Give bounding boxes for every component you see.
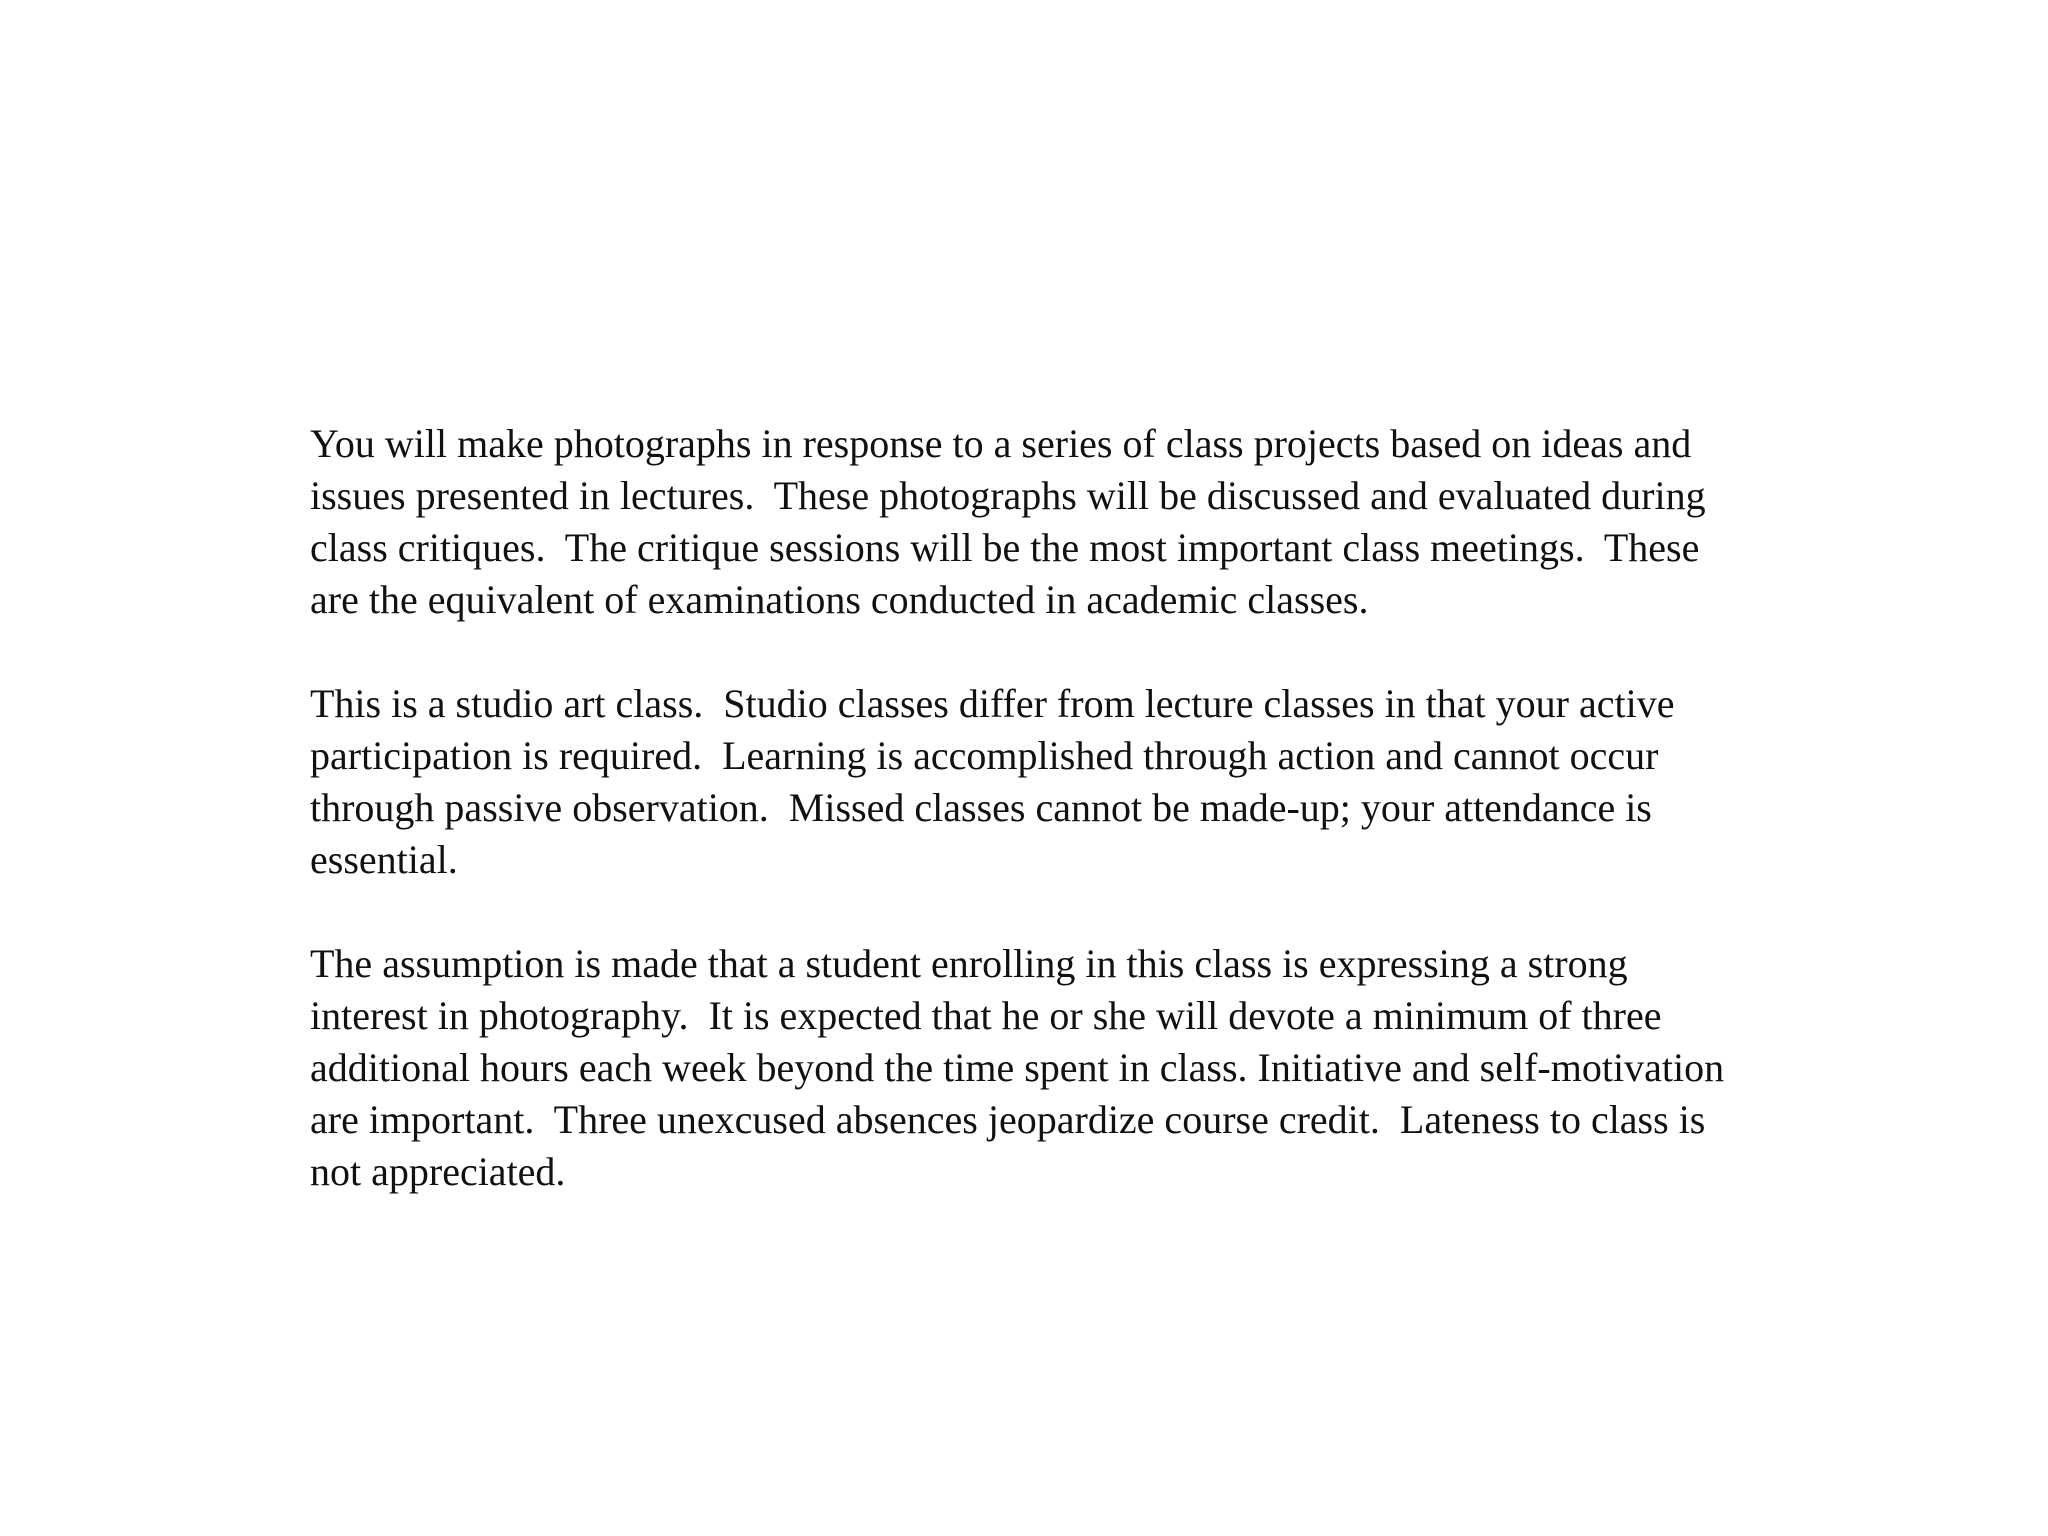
paragraph-line: issues presented in lectures. These photographs will be discussed and evaluated during — [310, 473, 1706, 518]
body-text — [310, 418, 1910, 1250]
paragraph-line: This is a studio art class. Studio classes differ from lecture classes in that your active — [310, 681, 1675, 726]
paragraph-line: You will make photographs in response to a series of class projects based on ideas and — [310, 421, 1692, 466]
paragraph-line: essential. — [310, 837, 458, 882]
paragraph-line: additional hours each week beyond the time spent in class. Initiative and self-motivation — [310, 1045, 1725, 1090]
paragraph-line: not appreciated. — [310, 1149, 566, 1194]
paragraph-line: through passive observation. Missed classes cannot be made-up; your attendance is — [310, 785, 1652, 830]
paragraph-projects — [310, 418, 1910, 626]
paragraph-line: are the equivalent of examinations conducted in academic classes. — [310, 577, 1369, 622]
paragraph-line: participation is required. Learning is accomplished through action and cannot occur — [310, 733, 1659, 778]
paragraph-studio-class — [310, 678, 1910, 886]
paragraph-line: interest in photography. It is expected that he or she will devote a minimum of three — [310, 993, 1662, 1038]
paragraph-line: class critiques. The critique sessions will be the most important class meetings. These — [310, 525, 1700, 570]
paragraph-expectations — [310, 938, 1910, 1198]
paragraph-line: are important. Three unexcused absences jeopardize course credit. Lateness to class is — [310, 1097, 1706, 1142]
paragraph-line: The assumption is made that a student enrolling in this class is expressing a strong — [310, 941, 1628, 986]
